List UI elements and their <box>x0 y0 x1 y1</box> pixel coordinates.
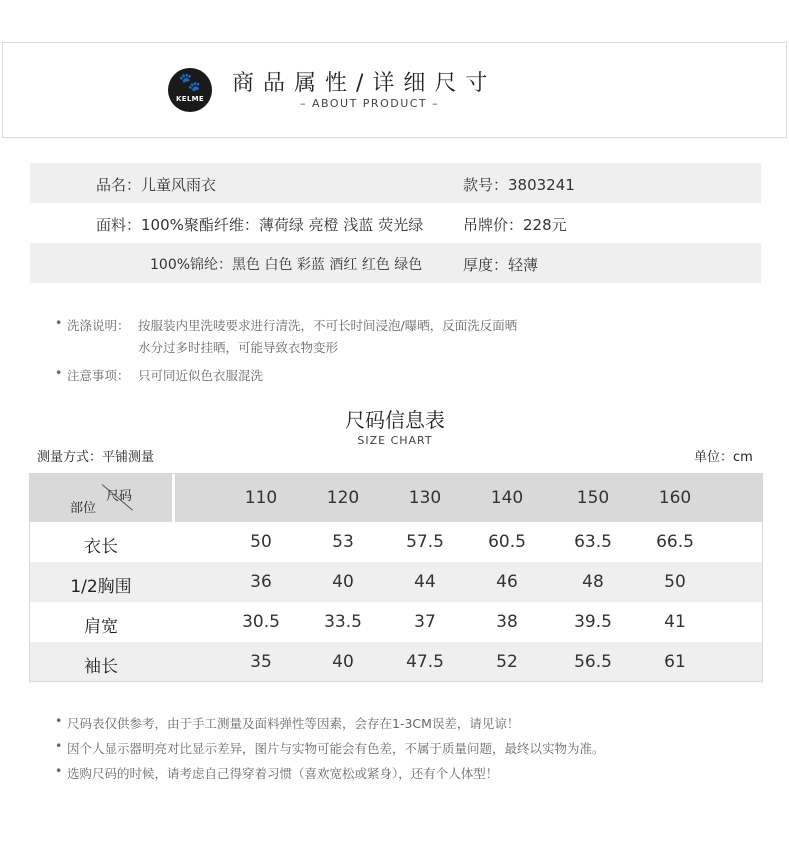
corner-cell <box>30 474 175 522</box>
size-table <box>29 473 763 682</box>
corner-part-label: 部位 <box>70 501 97 516</box>
row-label: 袖长 <box>84 657 118 677</box>
attribute-row <box>30 203 761 243</box>
bullet-dot-icon: • <box>55 315 63 330</box>
table-cell: 30.5 <box>242 612 280 632</box>
table-cell: 63.5 <box>574 532 612 552</box>
table-cell: 56.5 <box>574 652 612 672</box>
thickness: 厚度：轻薄 <box>463 256 539 274</box>
product-name: 品名：儿童风雨衣 <box>96 176 217 194</box>
table-cell: 50 <box>664 572 686 592</box>
fabric-line-2: 100%锦纶：黑色 白色 彩蓝 酒红 红色 绿色 <box>150 257 423 273</box>
table-cell: 40 <box>332 572 354 592</box>
size-header: 150 <box>576 488 610 508</box>
size-chart-title: 尺码信息表 <box>345 408 445 432</box>
bullet-dot-icon: • <box>55 738 63 753</box>
size-header: 120 <box>326 488 360 508</box>
wash-instructions-1: 按服装内里洗唛要求进行清洗，不可长时间浸泡/曝晒，反面洗反面晒 <box>138 318 518 333</box>
table-cell: 61 <box>664 652 686 672</box>
size-header: 110 <box>244 488 278 508</box>
attribute-row <box>30 163 761 203</box>
size-header: 160 <box>658 488 692 508</box>
size-header: 130 <box>408 488 442 508</box>
unit-label: 单位：cm <box>694 450 753 465</box>
bullet-dot-icon: • <box>55 365 63 380</box>
header-title: 商品属性/详细尺寸 <box>232 71 497 96</box>
header-subtitle: – ABOUT PRODUCT – <box>300 97 440 110</box>
table-cell: 50 <box>250 532 272 552</box>
row-label: 1/2胸围 <box>70 577 132 597</box>
table-cell: 53 <box>332 532 354 552</box>
size-header: 140 <box>490 488 524 508</box>
notice-label: 注意事项： <box>67 368 130 383</box>
row-label: 肩宽 <box>84 617 118 637</box>
table-cell: 38 <box>496 612 518 632</box>
row-label: 衣长 <box>84 537 118 557</box>
footnote: 选购尺码的时候，请考虑自己得穿着习惯（喜欢宽松或紧身），还有个人体型！ <box>67 766 499 781</box>
bullet-dot-icon: • <box>55 713 63 728</box>
table-cell: 52 <box>496 652 518 672</box>
table-cell: 66.5 <box>656 532 694 552</box>
bullet-dot-icon: • <box>55 763 63 778</box>
table-row <box>30 522 762 562</box>
table-cell: 36 <box>250 572 272 592</box>
table-row <box>30 602 762 642</box>
paw-icon: 🐾 <box>178 72 202 93</box>
attribute-row <box>30 243 761 283</box>
table-cell: 39.5 <box>574 612 612 632</box>
table-row <box>30 642 762 681</box>
fabric-line-1: 面料：100%聚酯纤维：薄荷绿 亮橙 浅蓝 荧光绿 <box>96 216 424 234</box>
tag-price: 吊牌价：228元 <box>463 216 567 234</box>
table-cell: 37 <box>414 612 436 632</box>
kelme-logo <box>168 68 212 112</box>
footnote: 尺码表仅供参考，由于手工测量及面料弹性等因素，会存在1-3CM误差，请见谅！ <box>67 716 520 731</box>
table-cell: 35 <box>250 652 272 672</box>
table-cell: 40 <box>332 652 354 672</box>
table-cell: 41 <box>664 612 686 632</box>
footnote: 因个人显示器明亮对比显示差异，图片与实物可能会有色差，不属于质量问题，最终以实物为准。 <box>67 741 605 756</box>
table-cell: 33.5 <box>324 612 362 632</box>
table-row <box>30 562 762 602</box>
corner-size-label: 尺码 <box>106 489 133 504</box>
table-header-row <box>30 474 762 522</box>
table-cell: 47.5 <box>406 652 444 672</box>
table-cell: 57.5 <box>406 532 444 552</box>
table-cell: 44 <box>414 572 436 592</box>
size-chart-subtitle: SIZE CHART <box>357 434 433 447</box>
logo-brand-text: KELME <box>176 95 204 103</box>
table-cell: 60.5 <box>488 532 526 552</box>
product-code: 款号：3803241 <box>463 176 575 194</box>
table-cell: 48 <box>582 572 604 592</box>
measure-method: 测量方式：平铺测量 <box>37 450 155 465</box>
wash-label: 洗涤说明： <box>67 318 130 333</box>
wash-instructions-2: 水分过多时挂晒，可能导致衣物变形 <box>138 340 339 355</box>
table-cell: 46 <box>496 572 518 592</box>
notice-text: 只可同近似色衣服混洗 <box>138 368 264 383</box>
